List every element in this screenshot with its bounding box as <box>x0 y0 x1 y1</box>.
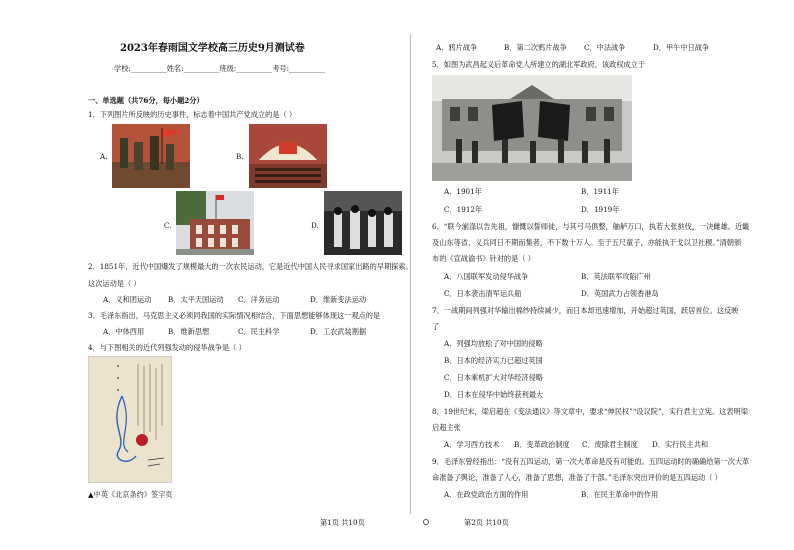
exam-title: 2023年春雨国文学校高三历史9月测试卷 <box>120 43 305 54</box>
q2-option-d[interactable]: D．维新变法运动 <box>310 295 367 304</box>
q7-option-b[interactable]: B．日本的经济实力已超过英国 <box>444 356 543 365</box>
q1-image-a-painting <box>112 124 190 188</box>
q3-stem: 3．毛泽东指出，马克思主义必须同我国的实际情况相结合，下面思想能够体现这一观点的是 <box>88 311 381 320</box>
section-heading: 一、单选题（共76分，每小题2分） <box>88 96 204 105</box>
q8-option-d[interactable]: D．实行民主共和 <box>652 440 709 449</box>
q2-option-b[interactable]: B．太平天国运动 <box>168 295 224 304</box>
q1-label-b: B. <box>236 152 244 161</box>
q8-stem-line1: 8．19世纪末，梁启超在《变法通议》等文章中，要求“伸民权”“设议院”，实行君主立宪。这表明梁 <box>432 407 748 416</box>
q1-label-a: A. <box>100 152 108 161</box>
q1-image-b-hall <box>249 124 327 188</box>
q3-option-d[interactable]: D．工农武装割据 <box>310 327 367 336</box>
q3-option-a[interactable]: A．中体西用 <box>103 327 145 336</box>
q7-stem-line2: 了 <box>432 322 440 331</box>
q7-stem-line1: 7．一战期间列强对华输出棉纱持续减少，而日本却迅速增加，开始超过英国，跃居首位。这反映 <box>432 306 739 315</box>
q4-option-c[interactable]: C．中法战争 <box>584 43 626 52</box>
q2-option-c[interactable]: C．洋务运动 <box>238 295 280 304</box>
q5-option-d[interactable]: D．1919年 <box>581 205 620 214</box>
page-number-left: 第1页 共10页 <box>320 518 365 527</box>
q2-stem-line1: 2．1851年，近代中国爆发了规模最大的一次农民运动，它是近代中国人民寻求国家出路的早期探索。 <box>88 262 413 271</box>
q7-option-a[interactable]: A．列强均放松了对中国的侵略 <box>444 339 543 348</box>
q7-option-d[interactable]: D．日本在侵华中始终获利最大 <box>444 390 544 399</box>
q4-treaty-image <box>88 356 172 483</box>
q3-option-b[interactable]: B．维新思想 <box>168 327 210 336</box>
q7-option-c[interactable]: C．日本乘机扩大对华经济侵略 <box>444 373 543 382</box>
q8-option-a[interactable]: A．学习西方技术 <box>444 440 500 449</box>
q6-stem-line1: 6．“联今湔涤以告先祖，慷慨以誓师徒，与其弓马俱整，舳舻万口，执若大张挞伐，一决雌雄。近畿 <box>432 222 750 231</box>
q4-option-d[interactable]: D．甲午中日战争 <box>653 43 710 52</box>
q8-stem-line2: 启超主张 <box>432 423 461 432</box>
q6-option-b[interactable]: B．英法联军攻陷广州 <box>581 272 651 281</box>
page-number-right: 第2页 共10页 <box>464 518 509 527</box>
q2-stem-line2: 这次运动是（ ） <box>88 279 141 288</box>
q5-option-c[interactable]: C．1912年 <box>444 205 483 214</box>
q5-stem: 5．如图为武昌起义后革命党人所建立的湖北军政府，该政权成立于 <box>432 60 646 69</box>
q9-option-b[interactable]: B．在民主革命中的作用 <box>581 490 659 499</box>
q4-option-b[interactable]: B．第二次鸦片战争 <box>504 43 567 52</box>
q6-option-a[interactable]: A．八国联军发动侵华战争 <box>444 272 529 281</box>
q1-label-c: C. <box>164 221 172 230</box>
q8-option-b[interactable]: B．变革政治制度 <box>514 440 570 449</box>
student-info-line: 学校:__________姓名:__________班级:__________考号:__________ <box>114 64 325 73</box>
q4-stem: 4．与下图相关的近代列强发动的侵华战争是（ ） <box>88 343 246 352</box>
q4-option-a[interactable]: A．鸦片战争 <box>436 43 478 52</box>
q1-label-d: D. <box>311 221 319 230</box>
q6-option-c[interactable]: C．日本袭击清军运兵船 <box>444 289 522 298</box>
binding-hole-icon <box>423 519 429 525</box>
q5-option-a[interactable]: A．1901年 <box>444 187 482 196</box>
q1-stem: 1．下列图片所反映的历史事件，标志着中国共产党成立的是（ ） <box>88 110 297 119</box>
q9-option-a[interactable]: A．在政党政治方面的作用 <box>444 490 529 499</box>
q6-stem-line3: 布的《宣战谕书》针对的是（ ） <box>432 254 535 263</box>
q5-option-b[interactable]: B．1911年 <box>581 187 619 196</box>
q9-stem-line1: 9．毛泽东曾经指出：“没有五四运动，第一次大革命是没有可能的。五四运动时的确确给第一次大革 <box>432 457 750 466</box>
q2-option-a[interactable]: A．义和团运动 <box>103 295 152 304</box>
q4-image-caption: ▲中英《北京条约》签字页 <box>88 490 173 499</box>
q9-stem-line2: 命准备了舆论，准备了人心，准备了思想，准备了干部。”毛泽东突出评价的是五四运动（ ） <box>432 473 722 482</box>
q1-image-c-building <box>176 191 254 255</box>
q8-option-c[interactable]: C．废除君主制度 <box>582 440 638 449</box>
q5-military-government-photo <box>432 75 632 181</box>
q1-image-d-ceremony-photo <box>324 191 402 255</box>
q3-option-c[interactable]: C．民主科学 <box>238 327 280 336</box>
q6-stem-line2: 及山东等省，义兵同日不期而集者，不下数十万人。至于五尺童子，亦能执干戈以卫社稷。”清朝颁 <box>432 238 742 247</box>
column-divider <box>410 34 411 514</box>
q6-option-d[interactable]: D．英国武力占领香港岛 <box>581 289 659 298</box>
